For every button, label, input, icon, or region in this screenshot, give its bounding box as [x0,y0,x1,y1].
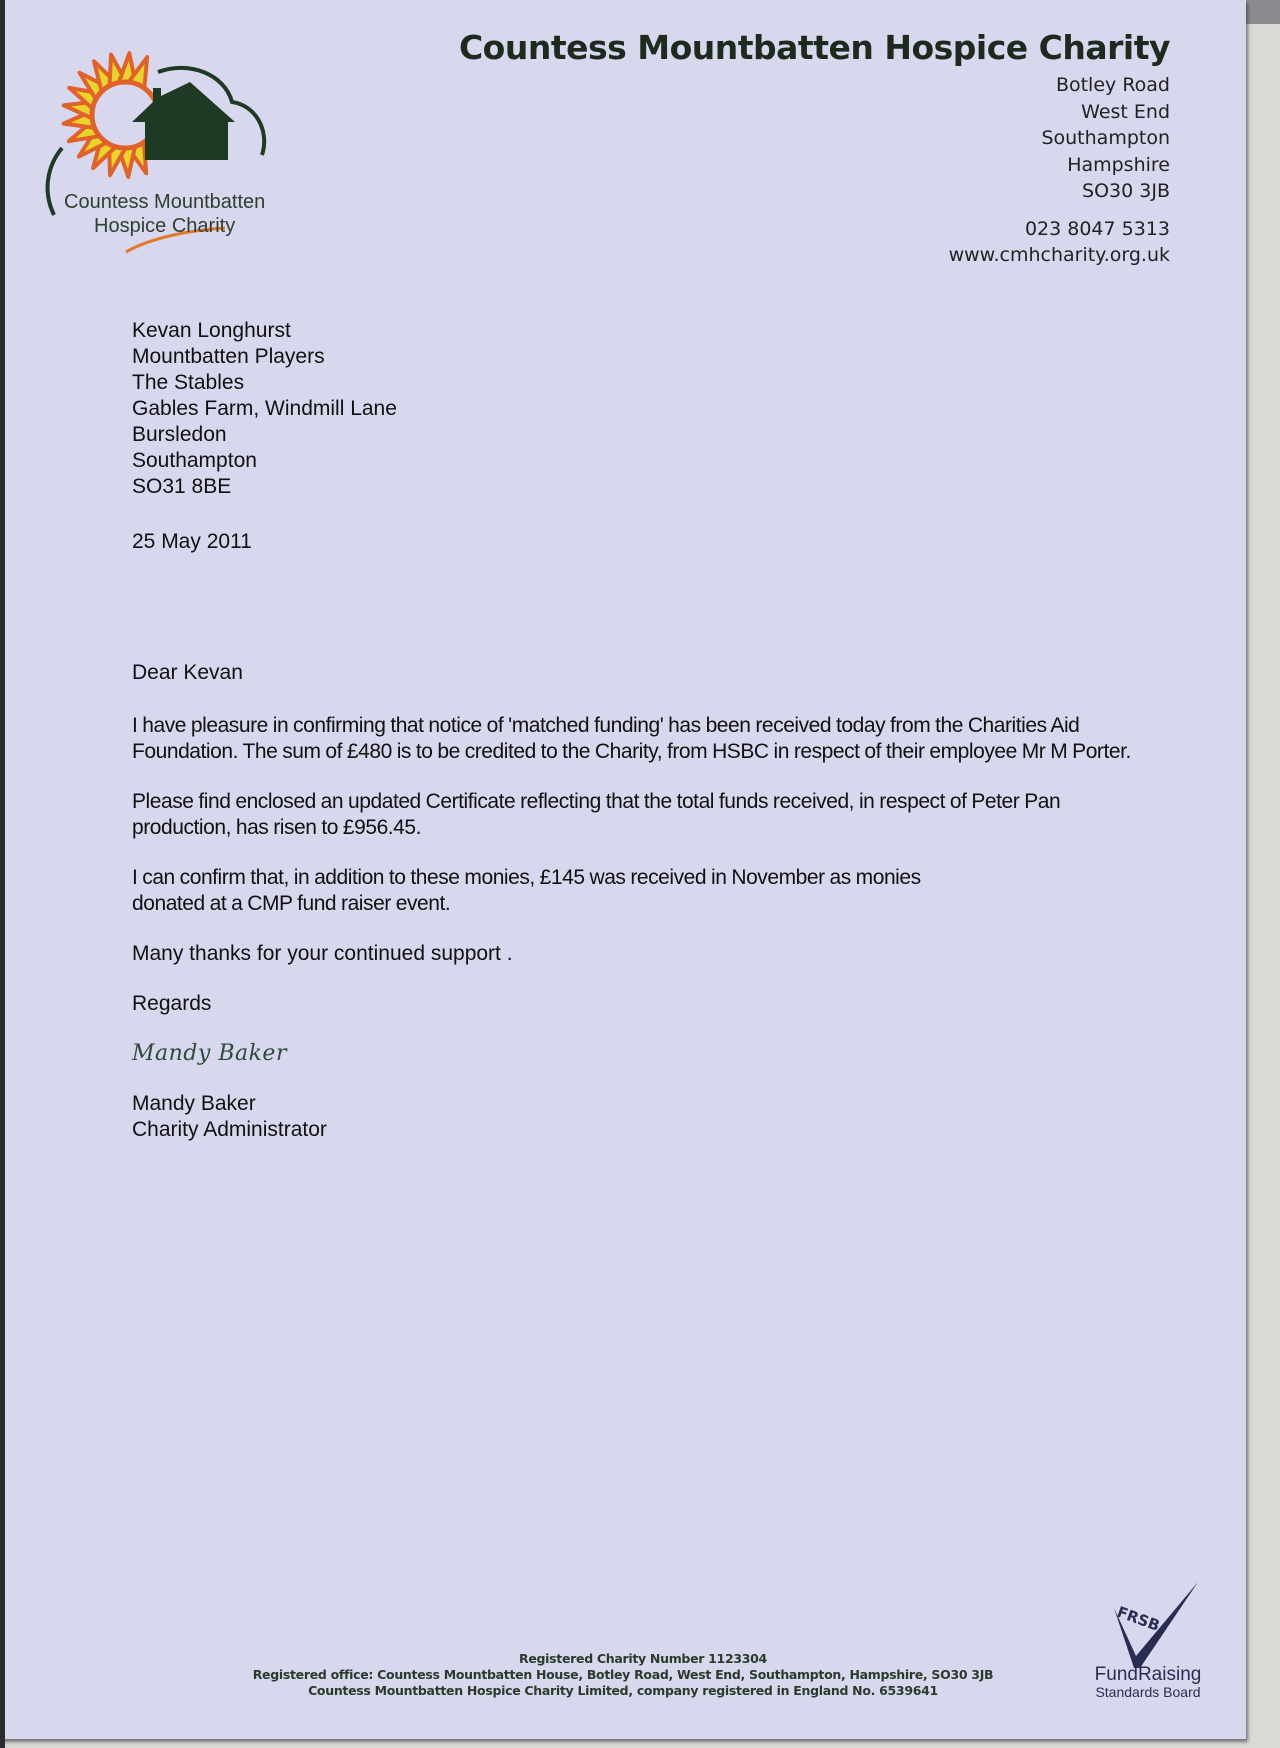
paragraph: I have pleasure in confirming that notice of 'matched funding' has been received today from the Charities Aid Foundation. The sum of £480 is to be credited to the Charity, from HSBC in respect of their employee Mr M Porter. [132,714,1131,763]
swoosh-left-icon [48,148,62,215]
logo-text-line1: Countess Mountbatten [64,191,266,213]
letter-date: 25 May 2011 [132,530,252,553]
closing: Regards [132,992,212,1015]
recipient-name: Kevan Longhurst [132,319,291,342]
website-link[interactable]: www.cmhcharity.org.uk [948,244,1170,266]
charity-logo-icon [40,30,290,280]
signatory-name: Mandy Baker [132,1092,256,1115]
frsb-mark: FRSB [1114,1602,1163,1635]
charity-number: Registered Charity Number 1123304 [519,1651,767,1666]
address-line: Botley Road [1055,74,1170,96]
recipient-address [132,318,397,500]
address-line: Southampton [1041,127,1170,149]
salutation: Dear Kevan [132,661,243,684]
paragraph: Please find enclosed an updated Certificate reflecting that the total funds received, in respect of Peter Pan production, has risen to £956.45. [132,790,1061,839]
recipient-postcode: SO31 8BE [132,475,232,498]
phone-number: 023 8047 5313 [1024,217,1170,240]
org-name: Countess Mountbatten Hospice Charity [458,28,1170,67]
paragraph: I can confirm that, in addition to these monies, £145 was received in November as monies donated at a CMP fund raiser event. [132,866,921,915]
recipient-line: The Stables [132,371,245,394]
address-line: West End [1081,100,1170,123]
recipient-line: Gables Farm, Windmill Lane [132,397,397,420]
company-registration: Countess Mountbatten Hospice Charity Limited, company registered in England No. 6539641 [308,1683,938,1698]
frsb-line2: Standards Board [1095,1684,1201,1700]
org-address [949,72,1170,269]
registration-footer [0,1651,1246,1699]
scan-edge [0,0,5,1748]
signatory [132,1091,1132,1143]
recipient-line: Southampton [132,449,257,472]
address-line: Hampshire [1067,153,1170,176]
registered-office: Registered office: Countess Mountbatten House, Botley Road, West End, Southampton, Hampshire, SO30 3JB [252,1667,994,1682]
logo-text-line2: Hospice Charity [94,215,236,237]
frsb-label [1088,1665,1208,1700]
letter-body [132,660,1132,1143]
scanner-background [1246,0,1280,24]
recipient-line: Bursledon [132,423,227,446]
paragraph: Many thanks for your continued support . [132,942,513,965]
logo-text [64,190,265,238]
signatory-title: Charity Administrator [132,1118,327,1141]
address-postcode: SO30 3JB [1082,180,1170,202]
frsb-line1: FundRaising [1094,1664,1202,1685]
recipient-line: Mountbatten Players [132,345,325,368]
signature: Mandy Baker [132,1041,287,1066]
